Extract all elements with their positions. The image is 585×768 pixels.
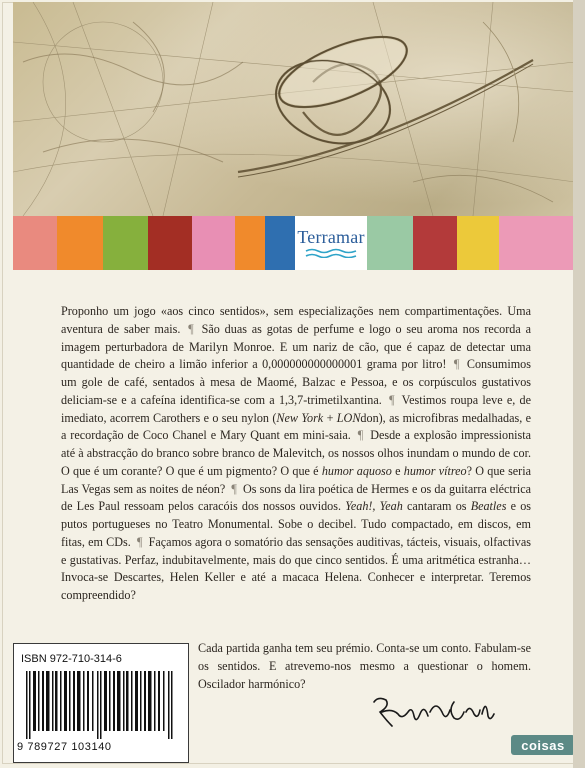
publisher-name: Terramar <box>297 227 365 247</box>
color-swatch <box>413 216 457 270</box>
publisher-logo <box>295 216 367 270</box>
imprint-logo: coisas <box>511 735 575 755</box>
blurb-italic: LON <box>336 410 361 425</box>
pilcrow-mark: ¶ <box>357 428 364 443</box>
waves-icon <box>305 248 357 258</box>
blurb-sentence: don), as microfibras medalhadas, e a recordação de Coco Chanel e Mary Quant em mini-saia. <box>61 410 531 443</box>
barcode-digits: 9 789727 103140 <box>17 741 112 753</box>
blurb-sentence: ? O que seria Las Vegas sem as noites de néon? <box>61 463 531 496</box>
color-swatch <box>13 216 57 270</box>
blurb-closing <box>198 640 531 693</box>
color-swatch <box>57 216 103 270</box>
blurb-italic: New York <box>276 410 324 425</box>
color-swatch <box>235 216 265 270</box>
blurb-sentence: e os putos portugueses no Teatro Monumental. Sobe o decibel. Tudo compactado, em discos, em fitas, em CDs. <box>61 499 531 549</box>
blurb-italic: Yeah!, Yeah <box>345 499 403 514</box>
blurb-sentence: Consumimos um gole de café, sentados à mesa de Maomé, Balzac e Pessoa, e os corpúsculos gustativos deliciam-se e a cafeína identifica-se com a 1,3,7-trimetilxantina. <box>61 357 531 407</box>
blurb-closing-text: Cada partida ganha tem seu prémio. Conta-se um conto. Fabulam-se os sentidos. E atrevemo-nos mesmo a questionar o homem. Oscilador harmónico? <box>198 641 531 691</box>
pilcrow-mark: ¶ <box>453 357 460 372</box>
blurb-sentence: Proponho um jogo «aos cinco sentidos», sem especializações nem compartimentações. <box>61 304 503 318</box>
color-swatch <box>265 216 295 270</box>
armillary-illustration <box>13 2 575 216</box>
color-swatch <box>499 216 575 270</box>
blurb-italic: humor aquoso <box>321 463 392 478</box>
color-swatch <box>457 216 499 270</box>
pilcrow-mark: ¶ <box>231 481 237 496</box>
page-edge <box>573 0 585 768</box>
pilcrow-mark: ¶ <box>136 534 143 549</box>
color-swatch <box>148 216 192 270</box>
blurb-text <box>61 303 531 605</box>
blurb-sentence: Desde a explosão impressionista até à abstracção do branco sobre branco de Malevitch, os nossos olhos inundam o mundo de cor. O que é um corante? O que é um pigmento? O que é <box>61 428 531 478</box>
pilcrow-mark: ¶ <box>389 392 395 407</box>
blurb-sentence: Vestimos roupa leve e, de imediato, acorrem Carothers e o seu nylon ( <box>61 392 531 425</box>
barcode-icon <box>22 671 180 739</box>
blurb-sentence: e <box>391 463 404 478</box>
blurb-italic: Beatles <box>470 499 507 514</box>
color-band <box>13 216 575 270</box>
blurb-sentence: São duas as gotas de perfume e logo o seu aroma nos recorda a imagem perturbadora de Marilyn Monroe. E um nariz de cão, que é capaz de detectar uma quantidade de cheiro a limão inferior a 0,000000000000001 grama por litro! <box>61 321 531 372</box>
cover-illustration <box>13 2 575 216</box>
blurb-italic: humor vítreo <box>403 463 467 478</box>
isbn-number: ISBN 972-710-314-6 <box>21 653 122 665</box>
color-swatch <box>367 216 413 270</box>
color-swatch <box>192 216 235 270</box>
color-swatch <box>103 216 148 270</box>
back-cover <box>2 2 581 764</box>
blurb-sentence: + <box>323 410 337 425</box>
blurb-sentence: Os sons da lira poética de Hermes e os da guitarra eléctrica de Les Paul ressoam pelos caracóis dos nossos ouvidos. <box>61 481 531 514</box>
blurb-sentence: Uma aventura de saber mais. <box>61 304 531 336</box>
blurb-sentence: Façamos agora o somatório das sensações auditivas, tácteis, visuais, olfactivas e gustativas. Perfaz, indubitavelmente, mais do que cinco sentidos. É uma aritmética estranha… Invoca-se Descartes, Helen Keller e até a macaca Helena. Conhecer e interpretar. Teremos compreendido? <box>61 534 531 602</box>
pilcrow-mark: ¶ <box>188 321 194 336</box>
blurb-sentence: cantaram os <box>402 499 471 514</box>
author-signature <box>368 690 500 734</box>
